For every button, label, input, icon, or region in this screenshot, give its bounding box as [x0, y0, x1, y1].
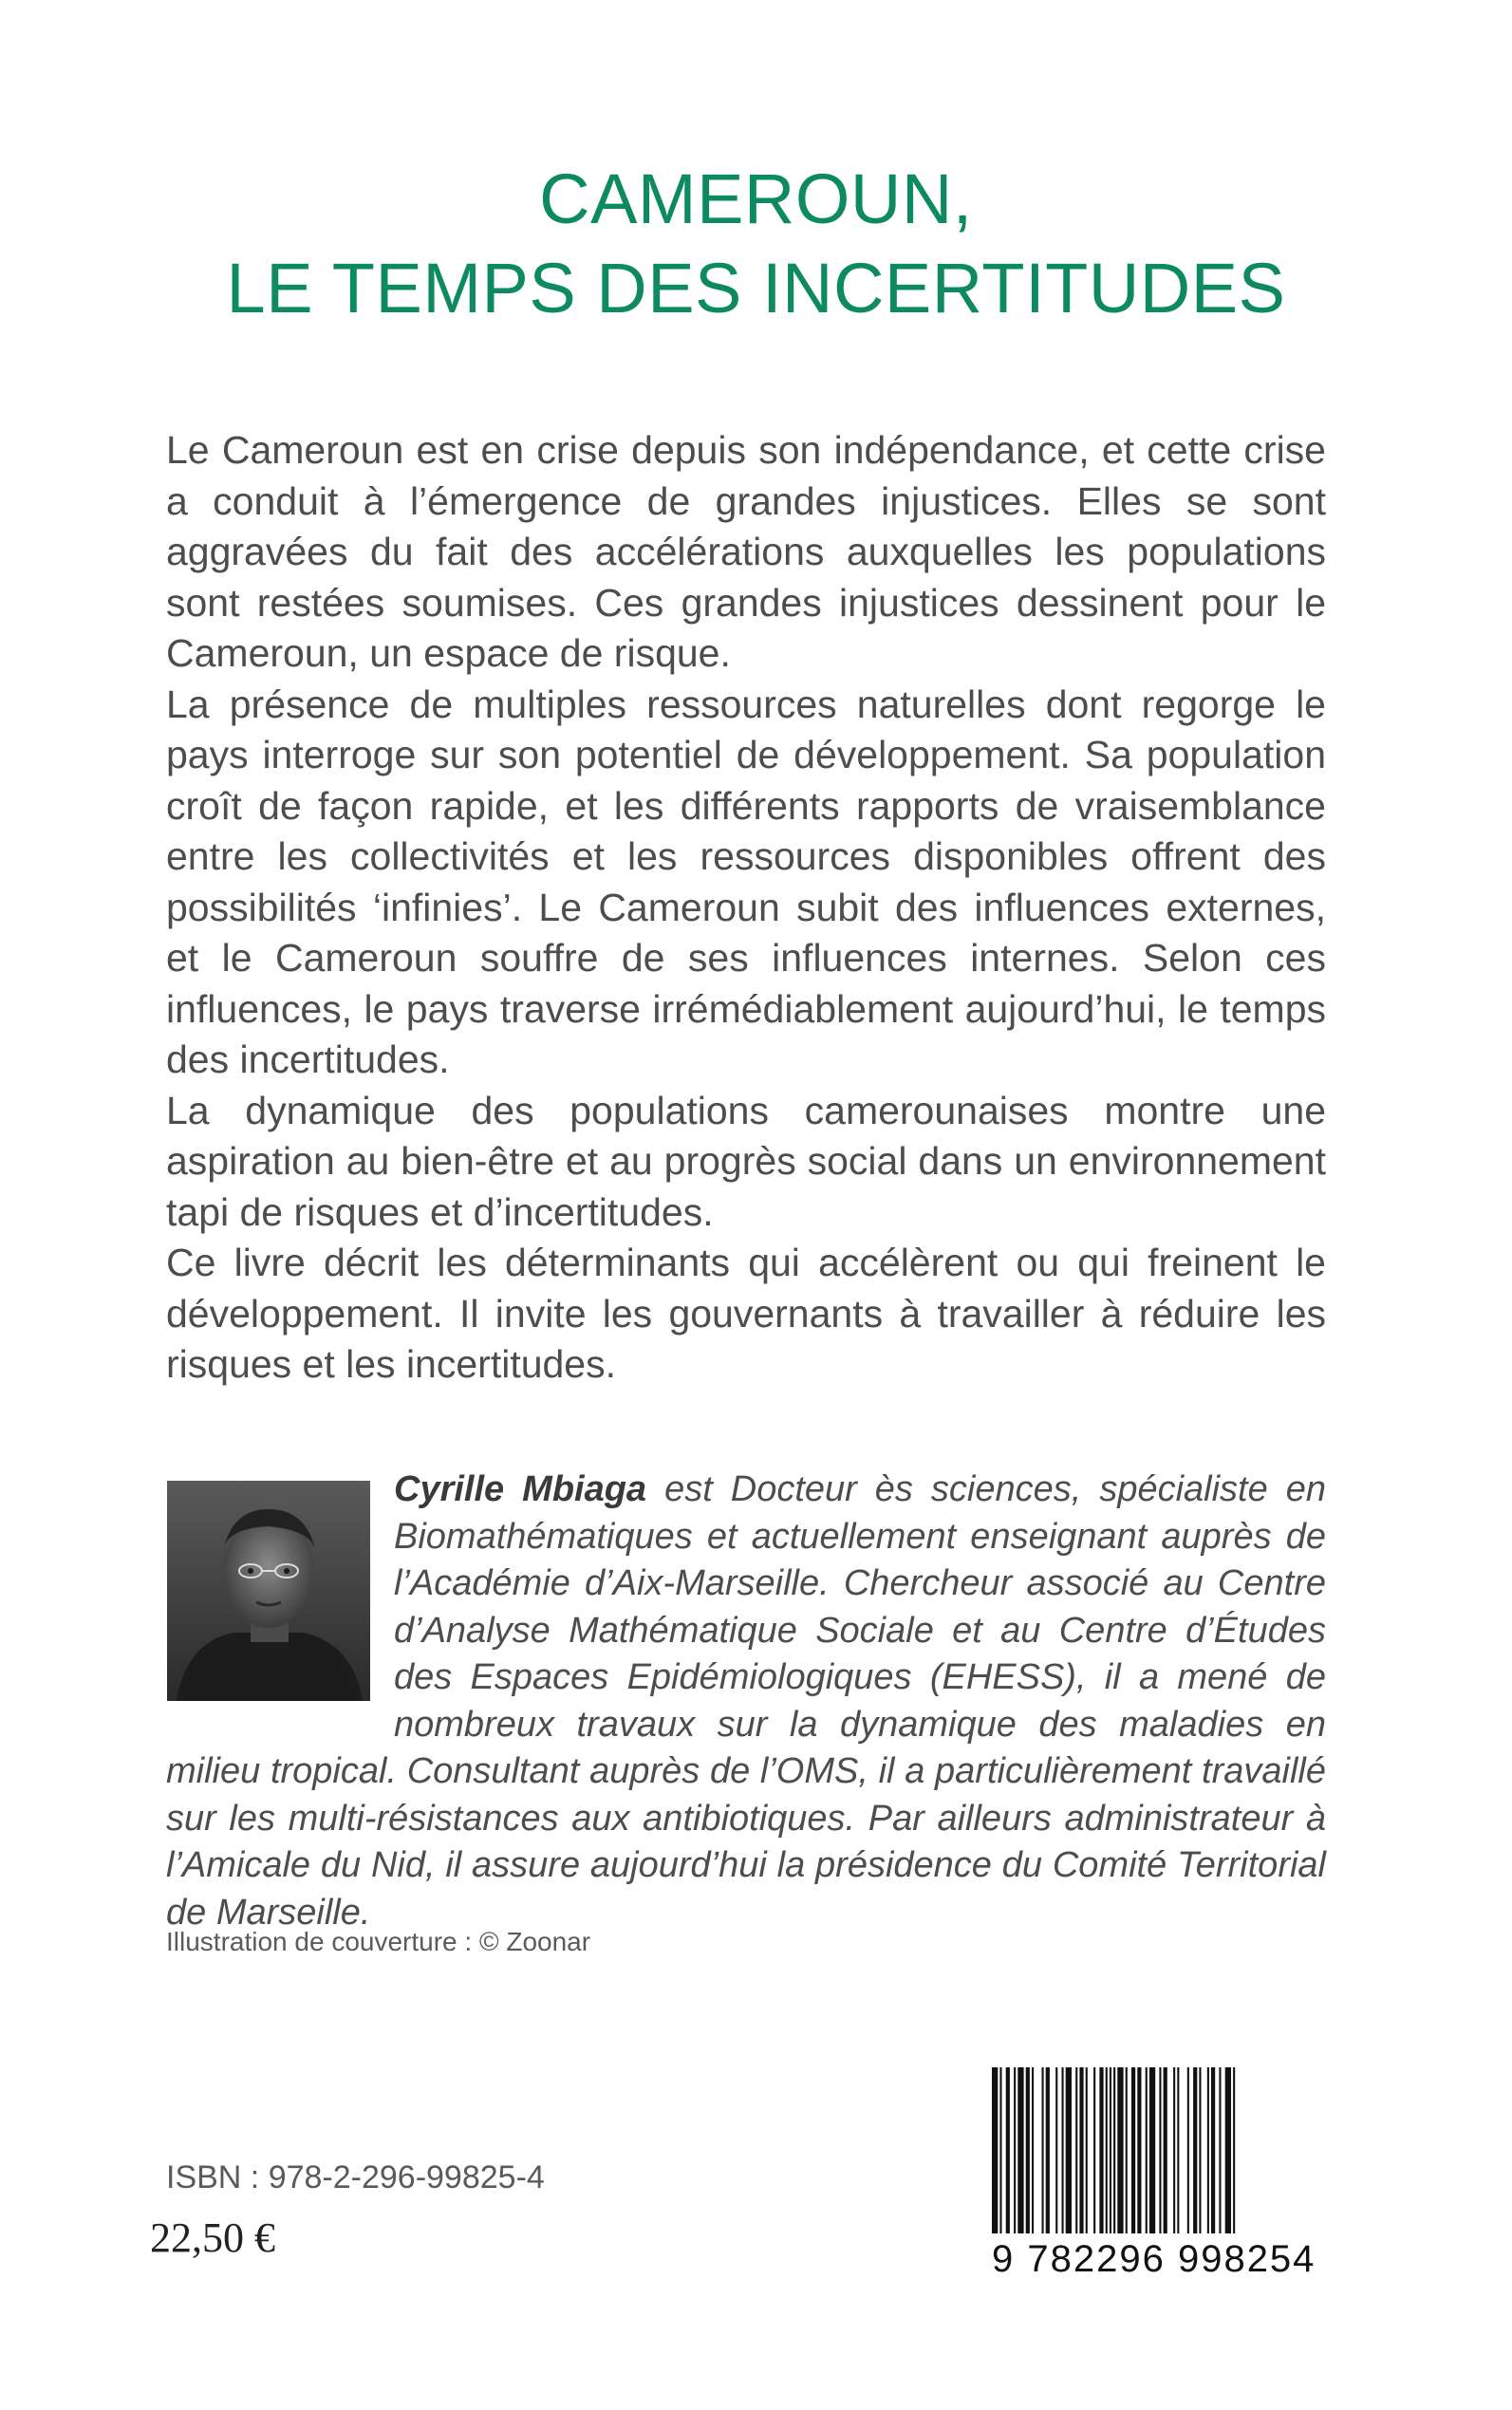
- barcode-digits: 9 782296 998254: [992, 2238, 1316, 2280]
- barcode-bar: [1187, 2067, 1189, 2233]
- author-bio-text: est Docteur ès sciences, spécialiste en Biomathématiques et actuellement enseignant auprès de l’Académie d’Aix-Marseille. Chercheur associé au Centre d’Analyse Mathématique Sociale et au Centre d’Études des Espaces Epidémiologiques (EHESS), il a mené de nombreux travaux sur la dynamique des maladies en milieu tropical. Consultant auprès de l’OMS, il a particulièrement travaillé sur les multi-résistances aux antibiotiques. Par ailleurs administrateur à l’Amicale du Nid, il assure aujourd’hui la présidence du Comité Territorial de Marseille.: [166, 1469, 1326, 1933]
- isbn: ISBN : 978-2-296-99825-4: [166, 2159, 545, 2195]
- blurb-paragraph: Ce livre décrit les déterminants qui accélèrent ou qui freinent le développement. Il invite les gouvernants à travailler à réduire les risques et les incertitudes.: [166, 1241, 1326, 1386]
- barcode-bar: [1225, 2067, 1231, 2233]
- barcode-bar: [1219, 2067, 1221, 2233]
- barcode-bar: [1149, 2067, 1155, 2233]
- barcode-bar: [1193, 2067, 1197, 2233]
- barcode-bar: [999, 2067, 1001, 2233]
- barcode-bar: [1113, 2067, 1115, 2233]
- barcode-bar: [1099, 2067, 1103, 2233]
- barcode-bar: [1207, 2067, 1209, 2233]
- author-bio: [166, 1467, 1326, 1936]
- barcode-bar: [1075, 2067, 1077, 2233]
- title-line-2: LE TEMPS DES INCERTITUDES: [226, 249, 1286, 327]
- barcode-bar: [1164, 2067, 1167, 2233]
- barcode-bar: [1062, 2067, 1064, 2233]
- barcode-bar: [1093, 2067, 1095, 2233]
- barcode-bar: [1106, 2067, 1108, 2233]
- back-cover-blurb: [166, 425, 1326, 1391]
- barcode-bar: [1006, 2067, 1010, 2233]
- barcode-bar: [1066, 2067, 1072, 2233]
- blurb-paragraph: Le Cameroun est en crise depuis son indépendance, et cette crise a conduit à l’émergence de grandes injustices. Elles se sont aggravées du fait des accélérations auxquelles les populations sont restées soumises. Ces grandes injustices dessinent pour le Cameroun, un espace de risque.: [166, 428, 1326, 675]
- barcode-bar: [1173, 2067, 1175, 2233]
- barcode-bar: [1117, 2067, 1123, 2233]
- barcode-bar: [1146, 2067, 1148, 2233]
- barcode-bar: [1032, 2067, 1034, 2233]
- barcode-bar: [1131, 2067, 1135, 2233]
- barcode-bar: [1211, 2067, 1215, 2233]
- barcode-bar: [1014, 2067, 1016, 2233]
- barcode-bar: [1110, 2067, 1111, 2233]
- barcode-bar: [1086, 2067, 1088, 2233]
- blurb-paragraph: La dynamique des populations camerounaises montre une aspiration au bien-être et au progrès social dans un environnement tapi de risques et d’incertitudes.: [166, 1088, 1326, 1234]
- blurb-paragraph: La présence de multiples ressources naturelles dont regorge le pays interroge sur son potentiel de développement. Sa population croît de façon rapide, et les différents rapports de vraisemblance entre les collectivités et les ressources disponibles offrent des possibilités ‘infinies’. Le Cameroun subit des influences externes, et le Cameroun souffre de ses influences internes. Selon ces influences, le pays traverse irrémédiablement aujourd’hui, le temps des incertitudes.: [166, 682, 1326, 1081]
- barcode-bar: [1159, 2067, 1161, 2233]
- barcode: [992, 2067, 1326, 2288]
- barcode-bar: [1126, 2067, 1128, 2233]
- barcode-bar: [1046, 2067, 1050, 2233]
- barcode-bar: [1026, 2067, 1030, 2233]
- barcode-bar: [1055, 2067, 1057, 2233]
- barcode-bar: [1137, 2067, 1141, 2233]
- barcode-bar: [1177, 2067, 1179, 2233]
- barcode-bar: [1079, 2067, 1083, 2233]
- barcode-bar: [1199, 2067, 1201, 2233]
- author-name: Cyrille Mbiaga: [394, 1469, 647, 1509]
- barcode-bars: [992, 2067, 1326, 2238]
- price: 22,50 €: [150, 2214, 275, 2261]
- title-line-1: CAMEROUN,: [539, 159, 973, 238]
- barcode-bar: [1233, 2067, 1235, 2233]
- barcode-bar: [1042, 2067, 1044, 2233]
- barcode-bar: [992, 2067, 998, 2233]
- barcode-bar: [1017, 2067, 1023, 2233]
- cover-illustration-credit: Illustration de couverture : © Zoonar: [166, 1927, 591, 1956]
